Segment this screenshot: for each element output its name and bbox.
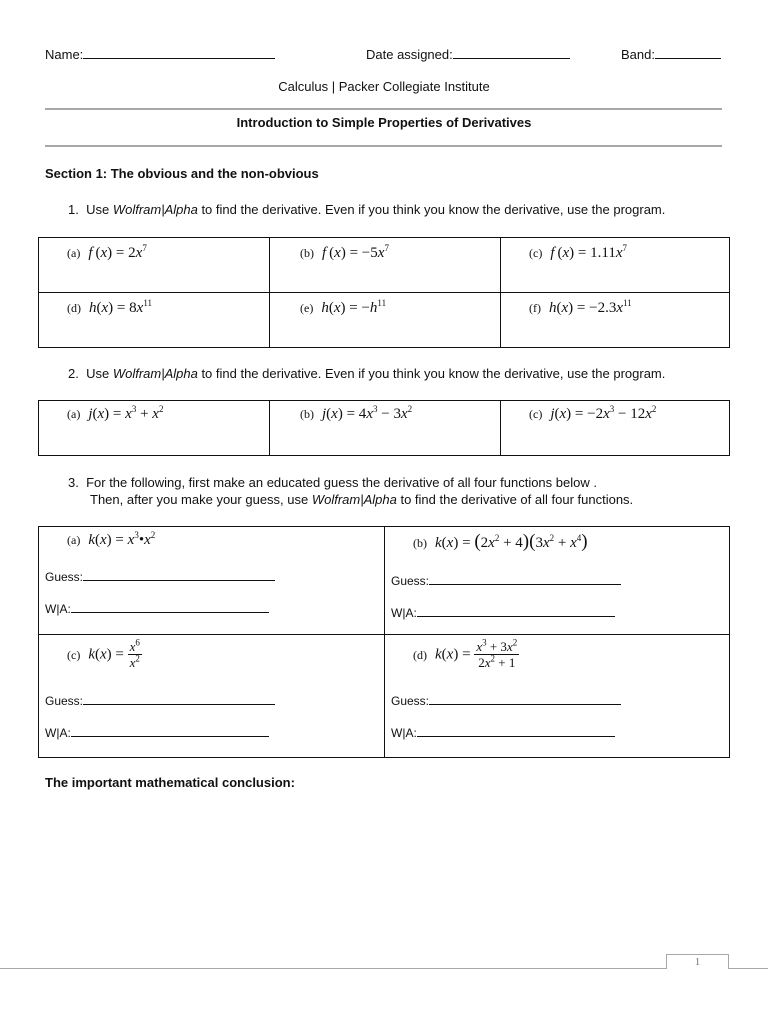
name-label: Name: <box>45 47 84 62</box>
q3a-expression: (a) $k(x) = x^3•x^2$ <box>67 530 156 548</box>
q3d-wa-blank[interactable] <box>417 724 615 737</box>
q3c-guess-field[interactable]: Guess: <box>45 692 275 708</box>
q1a-expression: (a) f $(x) = 2x^7$ <box>67 243 147 261</box>
q1d-cell[interactable] <box>39 293 270 348</box>
q1f-expression: (f) $h(x) = -2.3x^{11}$ <box>529 298 632 316</box>
course-line: Calculus | Packer Collegiate Institute <box>278 79 490 94</box>
q3a-guess-blank[interactable] <box>83 568 275 581</box>
q1b-expression: (b) f $(x) = -5x^7$ <box>300 243 389 261</box>
q3c-cell <box>39 635 385 758</box>
q1c-expression: (c) f $(x) = 1.11x^7$ <box>529 243 627 261</box>
q2c-expression: (c) $j(x) = -2x^3 - 12x^2$ <box>529 404 657 422</box>
q3c-wa-blank[interactable] <box>71 724 269 737</box>
q3b-guess-blank[interactable] <box>429 572 621 585</box>
q3-line1: For the following, first make an educated guess the derivative of all four functions below . <box>86 475 597 490</box>
q2-table <box>38 400 730 456</box>
footer-rule-right <box>728 968 768 969</box>
q3a-guess-field[interactable]: Guess: <box>45 568 275 584</box>
q3d-wa-field[interactable]: W|A: <box>391 724 615 740</box>
q3c-guess-blank[interactable] <box>83 692 275 705</box>
date-field[interactable] <box>366 45 570 62</box>
q3b-expression: (b) $k(x) = (2x^2 + 4)(3x^2 + x^4)$ <box>413 531 588 552</box>
name-field[interactable] <box>45 45 275 62</box>
band-blank[interactable] <box>655 45 721 59</box>
q3c-expression: (c) k(x) = $\frac{x^6}{x^2}$ <box>67 637 140 670</box>
q3d-guess-field[interactable]: Guess: <box>391 692 621 708</box>
q1e-cell[interactable] <box>270 293 501 348</box>
q1-table <box>38 237 730 348</box>
title-rule-bottom <box>45 145 722 147</box>
q3a-wa-blank[interactable] <box>71 600 269 613</box>
band-label: Band: <box>621 47 655 62</box>
band-field[interactable] <box>621 45 721 62</box>
name-blank[interactable] <box>83 45 275 59</box>
q1c-cell[interactable] <box>501 238 730 293</box>
q3-tool-name: Wolfram|Alpha <box>311 492 397 507</box>
q3d-expression: (d) k(x) = $\frac{x^3 + 3x^2}{2x^2 + 1}$ <box>413 637 518 670</box>
q1-number: 1. <box>68 202 79 217</box>
q1-tool-name: Wolfram|Alpha <box>112 202 198 217</box>
q3b-wa-field[interactable]: W|A: <box>391 604 615 620</box>
q3b-wa-blank[interactable] <box>417 604 615 617</box>
q1e-expression: (e) $h(x) = -h^{11}$ <box>300 298 387 316</box>
q3-number: 3. <box>68 475 79 490</box>
question-1: 1. Use Wolfram|Alpha to find the derivative. Even if you think you know the derivative, use the program. <box>68 202 666 217</box>
footer-rule-left <box>0 968 666 969</box>
page-title: Introduction to Simple Properties of Derivatives <box>236 115 532 130</box>
q3b-guess-field[interactable]: Guess: <box>391 572 621 588</box>
conclusion-heading: The important mathematical conclusion: <box>45 775 295 790</box>
q2-number: 2. <box>68 366 79 381</box>
page-number: 1 <box>694 956 701 968</box>
q2b-expression: (b) $j(x) = 4x^3 - 3x^2$ <box>300 404 413 422</box>
section-heading: Section 1: The obvious and the non-obvious <box>45 166 319 181</box>
q3c-wa-field[interactable]: W|A: <box>45 724 269 740</box>
q1d-expression: (d) $h(x) = 8x^{11}$ <box>67 298 152 316</box>
q1b-cell[interactable] <box>270 238 501 293</box>
question-2: 2. Use Wolfram|Alpha to find the derivative. Even if you think you know the derivative, use the program. <box>68 366 666 381</box>
q2a-expression: (a) $j(x) = x^3 + x^2$ <box>67 404 164 422</box>
q3d-cell <box>385 635 730 758</box>
q3b-cell <box>385 527 730 635</box>
q2a-cell[interactable] <box>39 401 270 456</box>
date-blank[interactable] <box>453 45 570 59</box>
date-label: Date assigned: <box>366 47 453 62</box>
q3-table <box>38 526 730 758</box>
q3a-wa-field[interactable]: W|A: <box>45 600 269 616</box>
q3a-cell <box>39 527 385 635</box>
q2c-cell[interactable] <box>501 401 730 456</box>
title-rule-top <box>45 108 722 110</box>
q3d-guess-blank[interactable] <box>429 692 621 705</box>
q1a-cell[interactable] <box>39 238 270 293</box>
question-3: 3. For the following, first make an educated guess the derivative of all four functions below . Then, after you make your guess, use Wolfram|Alpha to find the derivative of all four functions. <box>68 475 634 507</box>
q2b-cell[interactable] <box>270 401 501 456</box>
q2-tool-name: Wolfram|Alpha <box>112 366 198 381</box>
page-number-tab <box>666 954 729 969</box>
q1f-cell[interactable] <box>501 293 730 348</box>
